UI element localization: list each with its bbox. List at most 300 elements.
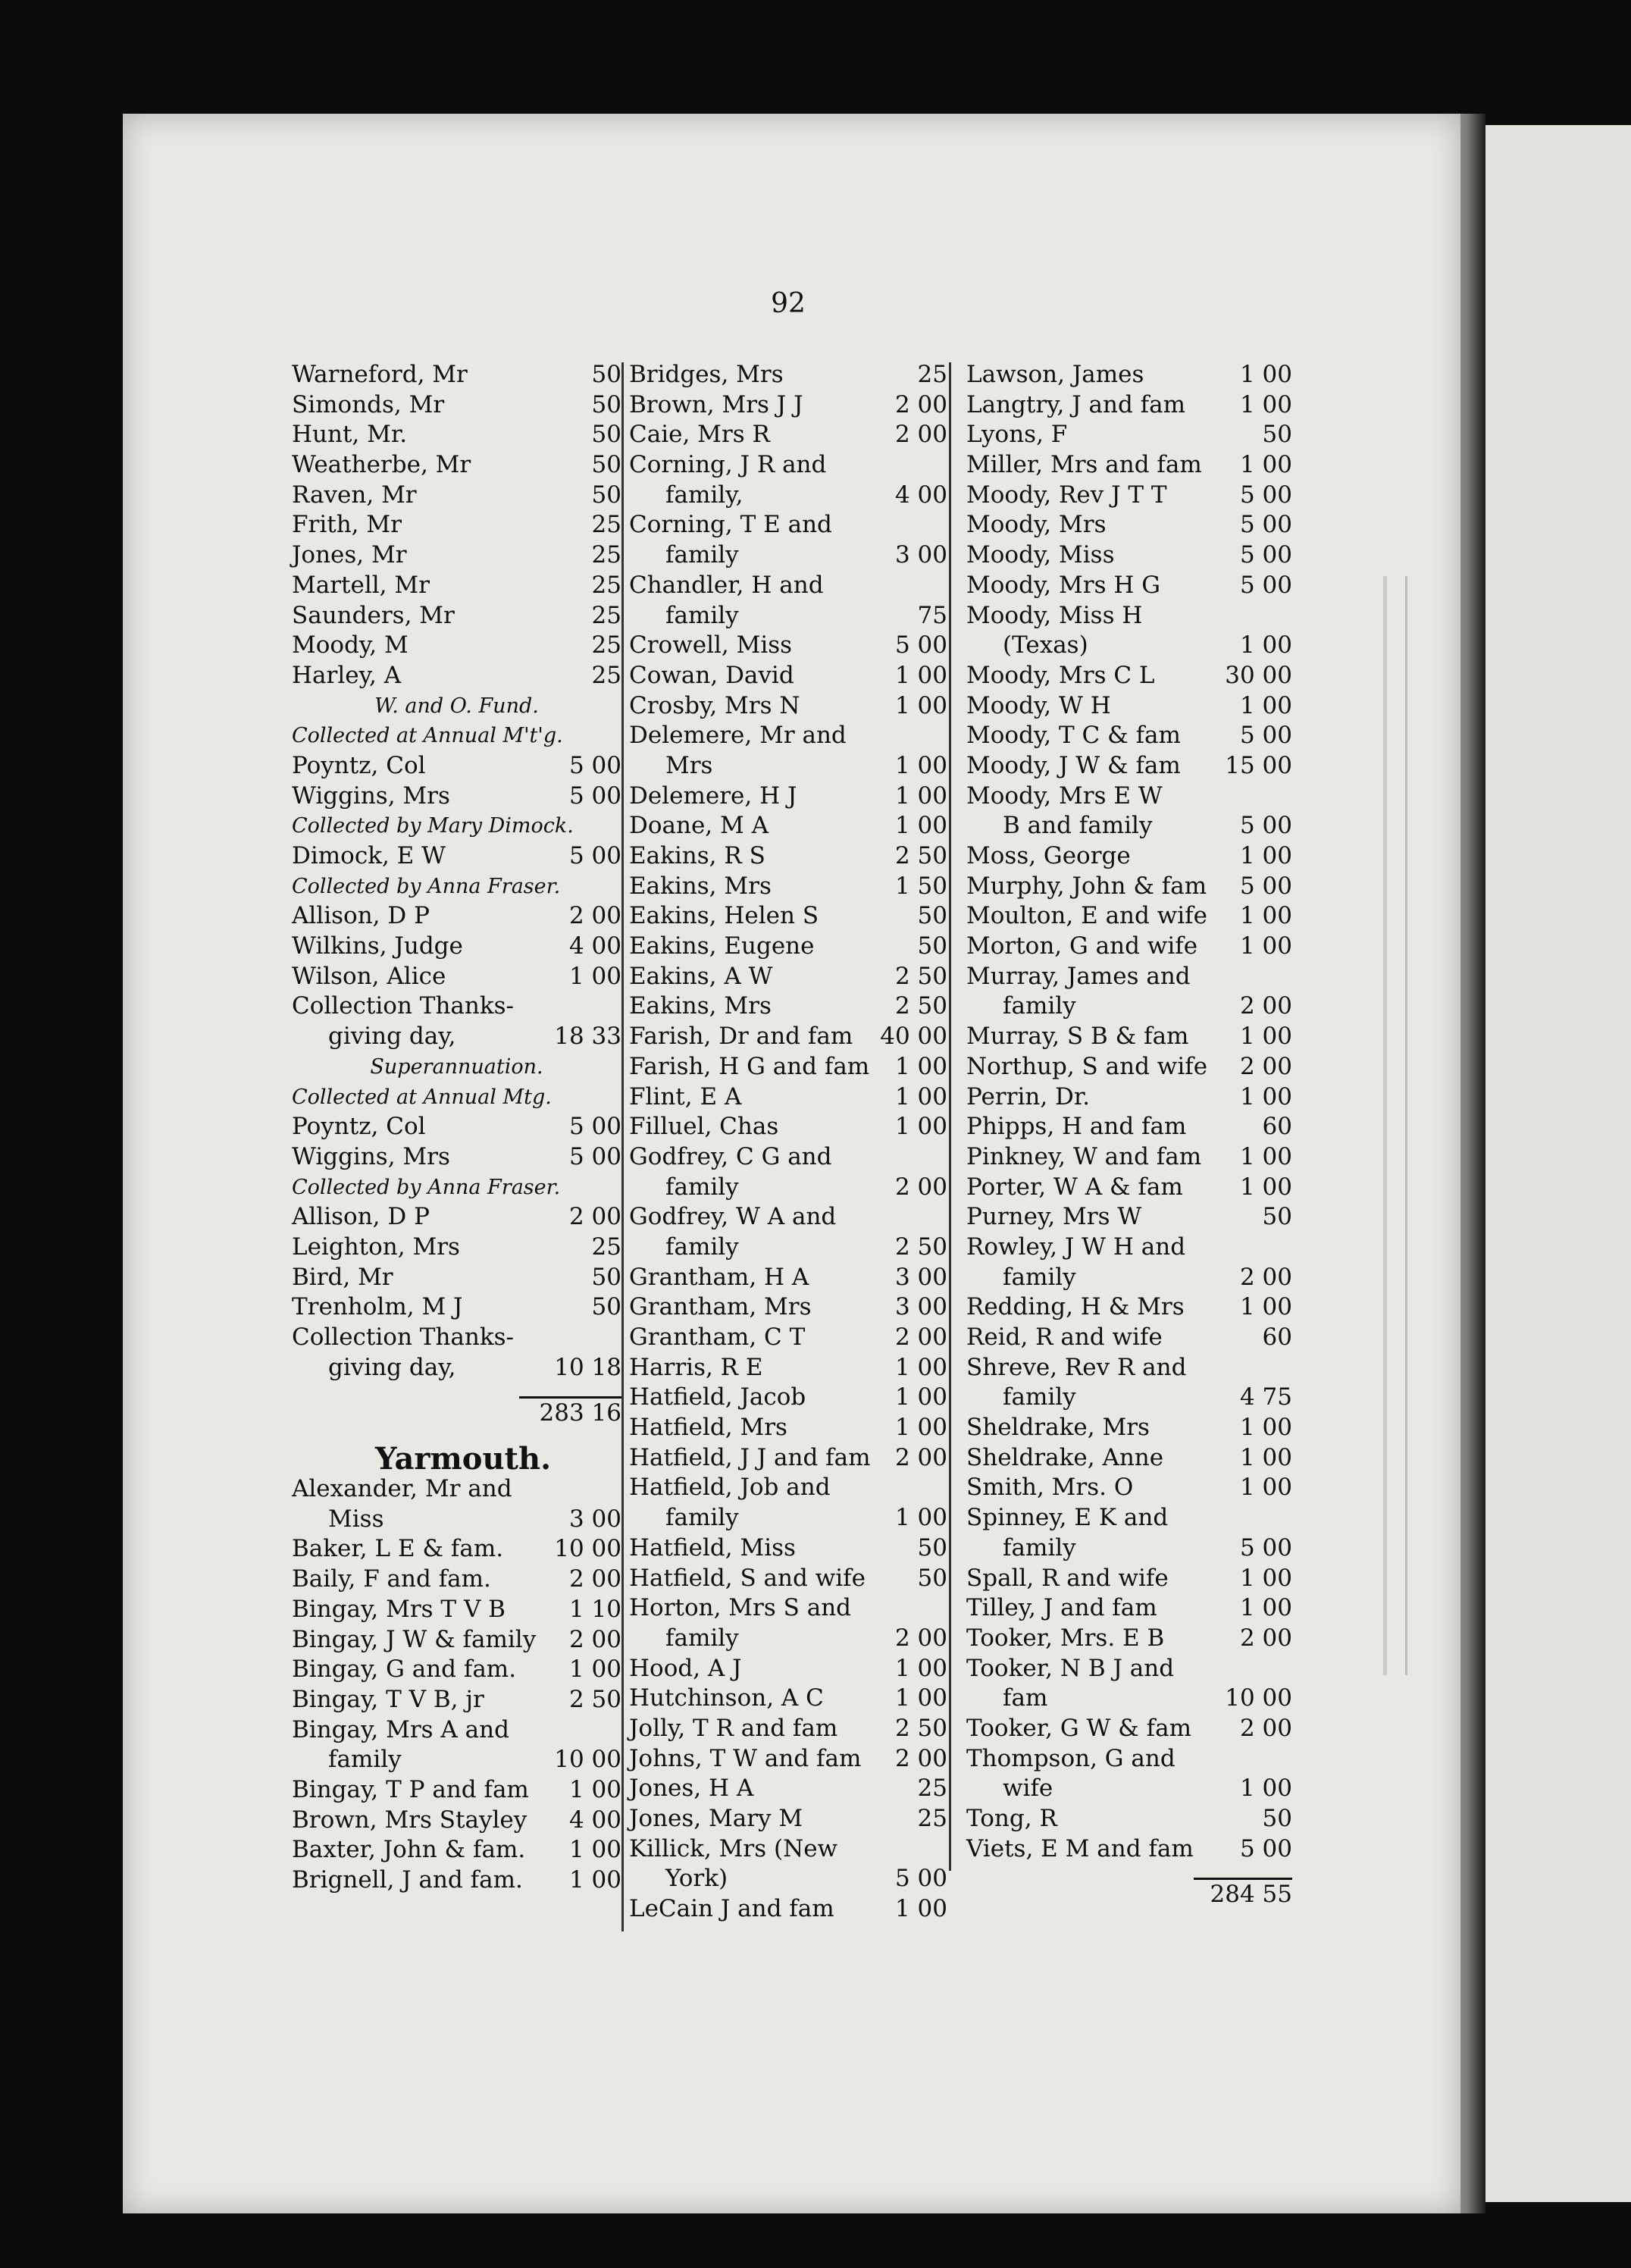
entry-name: Jones, H A xyxy=(629,1775,754,1803)
margin-binding-mark xyxy=(1383,576,1407,1675)
entry-amount: 2 00 xyxy=(894,421,947,449)
entry-amount: 1 00 xyxy=(894,751,947,779)
ledger-entry xyxy=(292,1715,621,1746)
entry-name: family xyxy=(665,1173,739,1201)
entry-amount: 4 00 xyxy=(568,932,621,960)
entry-name: Bird, Mr xyxy=(292,1263,393,1291)
entry-amount: 50 xyxy=(917,932,947,960)
ledger-entry xyxy=(966,782,1292,812)
ledger-entry xyxy=(292,1052,621,1082)
ledger-entry xyxy=(966,420,1292,450)
entry-name: family xyxy=(328,1746,402,1774)
ledger-entry xyxy=(292,1505,621,1535)
ledger-entry xyxy=(966,1564,1292,1594)
ledger-entry xyxy=(629,1052,947,1082)
entry-name: Spall, R and wife xyxy=(966,1564,1169,1592)
entry-name: Saunders, Mr xyxy=(292,601,455,629)
entry-amount: 1 00 xyxy=(894,1684,947,1712)
ledger-entry xyxy=(292,1534,621,1565)
ledger-entry xyxy=(966,1804,1292,1834)
ledger-entry xyxy=(966,1263,1292,1293)
entry-amount: 1 00 xyxy=(1239,1414,1292,1442)
ledger-entry xyxy=(629,782,947,812)
entry-name: Lawson, James xyxy=(966,361,1144,388)
entry-name: Collection Thanks- xyxy=(292,1324,515,1351)
entry-amount: 25 xyxy=(591,1233,621,1261)
entry-amount: 25 xyxy=(591,661,621,689)
entry-name: Wiggins, Mrs xyxy=(292,1142,450,1170)
ledger-entry xyxy=(629,571,947,601)
entry-name: Hunt, Mr. xyxy=(292,421,408,449)
entry-amount: 1 00 xyxy=(1239,932,1292,960)
entry-name: Wiggins, Mrs xyxy=(292,782,450,810)
total-spacer xyxy=(292,1383,621,1396)
entry-name: York) xyxy=(665,1865,728,1893)
entry-amount: 3 00 xyxy=(568,1505,621,1533)
entry-name: giving day, xyxy=(328,1023,456,1051)
entry-name: Wilkins, Judge xyxy=(292,932,463,960)
adjacent-page xyxy=(1478,125,1631,2202)
entry-name: Moody, Mrs H G xyxy=(966,571,1160,599)
ledger-entry xyxy=(966,450,1292,481)
ledger-entry xyxy=(629,1624,947,1654)
entry-name: Hatfield, Miss xyxy=(629,1533,796,1562)
ledger-entry xyxy=(966,721,1292,751)
ledger-entry xyxy=(966,1233,1292,1263)
ledger-entry xyxy=(629,1564,947,1594)
ledger-entry xyxy=(629,1173,947,1203)
entry-amount: 5 00 xyxy=(1239,481,1292,509)
entry-name: Moody, Miss xyxy=(966,541,1115,569)
entry-name: Delemere, Mr and xyxy=(629,722,847,750)
entry-name: Poyntz, Col xyxy=(292,1113,426,1141)
entry-name: Baxter, John & fam. xyxy=(292,1836,526,1864)
ledger-entry xyxy=(292,1745,621,1775)
entry-name: Viets, E M and fam xyxy=(966,1834,1194,1862)
ledger-entry xyxy=(629,1684,947,1714)
entry-name: family xyxy=(665,1504,739,1532)
ledger-entry xyxy=(629,1714,947,1744)
entry-name: Farish, Dr and fam xyxy=(629,1023,853,1051)
entry-amount: 1 00 xyxy=(894,1383,947,1411)
entry-amount: 4 75 xyxy=(1239,1383,1292,1411)
ledger-entry xyxy=(629,1353,947,1383)
entry-amount: 50 xyxy=(917,1533,947,1562)
entry-name: Collected by Anna Fraser. xyxy=(292,874,561,898)
entry-name: Smith, Mrs. O xyxy=(966,1474,1134,1502)
entry-amount: 1 00 xyxy=(894,782,947,810)
entry-name: Hatfield, Mrs xyxy=(629,1414,787,1442)
entry-name: Porter, W A & fam xyxy=(966,1173,1183,1201)
entry-amount: 1 10 xyxy=(568,1595,621,1623)
entry-name: Simonds, Mr xyxy=(292,390,445,418)
entry-name: Langtry, J and fam xyxy=(966,390,1186,418)
ledger-entry xyxy=(292,1323,621,1353)
entry-name: Corning, J R and xyxy=(629,451,827,479)
ledger-entry xyxy=(629,1473,947,1503)
entry-name: W. and O. Fund. xyxy=(374,694,539,718)
entry-amount: 2 00 xyxy=(1239,1263,1292,1291)
ledger-entry xyxy=(292,631,621,661)
ledger-entry xyxy=(629,1263,947,1293)
ledger-entry xyxy=(966,1744,1292,1775)
entry-amount: 1 00 xyxy=(1239,1173,1292,1201)
entry-name: Miller, Mrs and fam xyxy=(966,451,1202,479)
entry-amount: 1 00 xyxy=(1239,1142,1292,1170)
ledger-entry xyxy=(966,631,1292,661)
ledger-entry xyxy=(966,1473,1292,1503)
entry-amount: 1 00 xyxy=(894,1654,947,1682)
entry-amount: 1 00 xyxy=(894,661,947,689)
ledger-entry xyxy=(629,1142,947,1173)
entry-name: Moody, Rev J T T xyxy=(966,481,1167,509)
ledger-entry xyxy=(629,360,947,390)
ledger-entry xyxy=(966,1383,1292,1413)
entry-amount: 1 00 xyxy=(894,1504,947,1532)
ledger-entry xyxy=(292,1112,621,1142)
entry-name: Murphy, John & fam xyxy=(966,872,1207,900)
entry-name: Corning, T E and xyxy=(629,511,832,539)
entry-name: Jolly, T R and fam xyxy=(629,1714,838,1742)
ledger-entry xyxy=(292,1173,621,1203)
ledger-entry xyxy=(292,1685,621,1715)
entry-name: Poyntz, Col xyxy=(292,751,426,779)
entry-amount: 50 xyxy=(1262,1203,1292,1231)
ledger-entry xyxy=(966,1834,1292,1865)
ledger-entry xyxy=(966,872,1292,902)
ledger-entry xyxy=(292,1474,621,1505)
ledger-entry xyxy=(292,1353,621,1383)
ledger-entry xyxy=(292,360,621,390)
entry-amount: 10 00 xyxy=(554,1746,621,1774)
entry-amount: 5 00 xyxy=(894,631,947,659)
entry-amount: 60 xyxy=(1262,1324,1292,1351)
ledger-entry xyxy=(292,661,621,691)
entry-amount: 5 00 xyxy=(1239,1834,1292,1862)
entry-name: Perrin, Dr. xyxy=(966,1082,1091,1111)
entry-name: Hatfield, J J and fam xyxy=(629,1443,871,1471)
entry-amount: 2 50 xyxy=(894,1714,947,1742)
entry-name: Grantham, H A xyxy=(629,1263,809,1291)
entry-amount: 2 00 xyxy=(1239,1714,1292,1742)
ledger-entry xyxy=(629,872,947,902)
ledger-entry xyxy=(966,1142,1292,1173)
entry-name: Horton, Mrs S and xyxy=(629,1594,852,1622)
ledger-entry xyxy=(966,510,1292,540)
entry-name: Hutchinson, A C xyxy=(629,1684,824,1712)
entry-name: giving day, xyxy=(328,1353,456,1381)
ledger-entry xyxy=(292,1022,621,1052)
ledger-entry xyxy=(629,1894,947,1925)
entry-name: Hatfield, Jacob xyxy=(629,1383,806,1411)
entry-name: family xyxy=(1003,1263,1076,1291)
ledger-entry xyxy=(292,782,621,812)
entry-amount: 2 50 xyxy=(894,962,947,990)
entry-name: Wilson, Alice xyxy=(292,962,446,990)
entry-amount: 2 50 xyxy=(568,1685,621,1713)
ledger-entry xyxy=(629,1233,947,1263)
entry-amount: 4 00 xyxy=(894,481,947,509)
entry-name: Moody, Mrs C L xyxy=(966,661,1155,689)
entry-name: Chandler, H and xyxy=(629,571,824,599)
entry-amount: 1 00 xyxy=(568,962,621,990)
entry-name: LeCain J and fam xyxy=(629,1895,834,1923)
ledger-entry xyxy=(966,540,1292,571)
entry-name: (Texas) xyxy=(1003,631,1088,659)
ledger-entry xyxy=(292,1865,621,1896)
ledger-entry xyxy=(629,1804,947,1834)
entry-name: Cowan, David xyxy=(629,661,794,689)
entry-amount: 50 xyxy=(1262,1805,1292,1832)
entry-name: Dimock, E W xyxy=(292,842,446,869)
entry-amount: 1 00 xyxy=(1239,1474,1292,1502)
entry-amount: 2 00 xyxy=(568,1565,621,1593)
entry-name: Brown, Mrs J J xyxy=(629,390,803,418)
ledger-entry xyxy=(292,1595,621,1625)
entry-name: Yarmouth. xyxy=(375,1441,552,1477)
entry-amount: 10 00 xyxy=(554,1535,621,1563)
entry-name: Collected by Mary Dimock. xyxy=(292,814,574,838)
entry-amount: 25 xyxy=(917,361,947,388)
ledger-entry xyxy=(966,1533,1292,1564)
column-1 xyxy=(292,360,621,1896)
ledger-entry xyxy=(629,481,947,511)
ledger-entry xyxy=(292,481,621,511)
entry-name: Bingay, Mrs T V B xyxy=(292,1595,506,1623)
entry-amount: 2 00 xyxy=(894,1173,947,1201)
entry-name: Miss xyxy=(328,1505,384,1533)
entry-name: Redding, H & Mrs xyxy=(966,1293,1185,1321)
entry-name: Moss, George xyxy=(966,842,1131,869)
entry-name: Pinkney, W and fam xyxy=(966,1142,1202,1170)
entry-name: Northup, S and wife xyxy=(966,1052,1208,1080)
entry-name: Martell, Mr xyxy=(292,571,430,599)
ledger-entry xyxy=(629,991,947,1022)
column-2 xyxy=(629,360,947,1925)
ledger-entry xyxy=(292,1142,621,1173)
ledger-entry xyxy=(292,1835,621,1865)
ledger-entry xyxy=(292,1775,621,1806)
ledger-entry xyxy=(292,601,621,631)
ledger-entry xyxy=(966,481,1292,511)
entry-name: Morton, G and wife xyxy=(966,932,1198,960)
ledger-entry xyxy=(1194,1878,1292,1910)
entry-amount: 50 xyxy=(591,451,621,479)
ledger-entry xyxy=(966,1624,1292,1654)
ledger-entry xyxy=(966,390,1292,421)
entry-name: Collected at Annual Mtg. xyxy=(292,1085,552,1109)
entry-amount: 2 00 xyxy=(894,1624,947,1652)
entry-amount: 2 00 xyxy=(1239,992,1292,1020)
ledger-entry xyxy=(629,631,947,661)
entry-amount: 2 00 xyxy=(894,390,947,418)
ledger-entry xyxy=(629,1654,947,1684)
entry-amount: 5 00 xyxy=(1239,1533,1292,1562)
ledger-entry xyxy=(292,420,621,450)
entry-name: Jones, Mr xyxy=(292,541,407,569)
entry-name: Moody, W H xyxy=(966,691,1111,719)
entry-name: Eakins, A W xyxy=(629,962,773,990)
entry-name: Hood, A J xyxy=(629,1654,742,1682)
entry-amount: 1 00 xyxy=(1239,1082,1292,1111)
ledger-entry xyxy=(629,841,947,872)
ledger-entry xyxy=(629,1744,947,1775)
entry-name: Brown, Mrs Stayley xyxy=(292,1806,527,1834)
entry-name: Harley, A xyxy=(292,661,402,689)
entry-amount: 75 xyxy=(917,601,947,629)
ledger-entry xyxy=(966,962,1292,992)
page-number: 92 xyxy=(771,288,806,319)
entry-amount: 1 00 xyxy=(1239,691,1292,719)
ledger-entry xyxy=(966,901,1292,932)
entry-name: Phipps, H and fam xyxy=(966,1113,1187,1141)
entry-amount: 5 00 xyxy=(1239,541,1292,569)
entry-name: Grantham, Mrs xyxy=(629,1293,812,1321)
entry-amount: 50 xyxy=(917,902,947,930)
ledger-entry xyxy=(966,1082,1292,1113)
ledger-entry xyxy=(629,1443,947,1474)
ledger-entry xyxy=(292,1082,621,1113)
entry-amount: 1 00 xyxy=(568,1866,621,1894)
entry-amount: 5 00 xyxy=(1239,511,1292,539)
entry-amount: 3 00 xyxy=(894,1263,947,1291)
entry-amount: 40 00 xyxy=(880,1023,947,1051)
entry-amount: 2 00 xyxy=(1239,1624,1292,1652)
column-rule-1 xyxy=(621,362,624,1931)
ledger-entry xyxy=(629,540,947,571)
entry-name: Trenholm, M J xyxy=(292,1293,463,1321)
entry-amount: 5 00 xyxy=(1239,812,1292,840)
entry-name: Leighton, Mrs xyxy=(292,1233,460,1261)
entry-amount: 50 xyxy=(1262,421,1292,449)
entry-amount: 2 00 xyxy=(1239,1052,1292,1080)
ledger-entry xyxy=(629,721,947,751)
entry-name: Warneford, Mr xyxy=(292,361,468,388)
entry-amount: 1 00 xyxy=(568,1656,621,1684)
column-rule-2 xyxy=(949,362,951,1871)
ledger-entry xyxy=(629,901,947,932)
entry-name: Filluel, Chas xyxy=(629,1113,779,1141)
entry-amount: 5 00 xyxy=(568,782,621,810)
entry-name: Allison, D P xyxy=(292,1203,430,1231)
entry-name: Sheldrake, Anne xyxy=(966,1443,1164,1471)
entry-name: Delemere, H J xyxy=(629,782,797,810)
ledger-entry xyxy=(292,841,621,872)
entry-name: Shreve, Rev R and xyxy=(966,1353,1187,1381)
entry-amount: 1 00 xyxy=(1239,1775,1292,1803)
entry-amount: 5 00 xyxy=(1239,872,1292,900)
entry-name: Allison, D P xyxy=(292,902,430,930)
entry-name: Moody, Mrs xyxy=(966,511,1107,539)
ledger-entry xyxy=(966,991,1292,1022)
entry-name: family xyxy=(665,1624,739,1652)
entry-amount: 4 00 xyxy=(568,1806,621,1834)
ledger-entry xyxy=(629,1533,947,1564)
entry-name: Moody, Miss H xyxy=(966,601,1143,629)
ledger-entry xyxy=(519,1396,621,1429)
entry-name: family xyxy=(1003,992,1076,1020)
entry-amount: 1 00 xyxy=(568,1775,621,1803)
entry-amount: 2 00 xyxy=(568,1203,621,1231)
entry-name: Godfrey, W A and xyxy=(629,1203,837,1231)
entry-amount: 1 00 xyxy=(568,1836,621,1864)
entry-amount: 1 00 xyxy=(1239,1023,1292,1051)
ledger-entry xyxy=(629,1082,947,1113)
entry-name: Tooker, N B J and xyxy=(966,1654,1175,1682)
entry-amount: 1 00 xyxy=(1239,390,1292,418)
entry-name: Purney, Mrs W xyxy=(966,1203,1142,1231)
entry-name: Thompson, G and xyxy=(966,1744,1176,1772)
entry-name: Moulton, E and wife xyxy=(966,902,1207,930)
ledger-entry xyxy=(966,1112,1292,1142)
entry-amount: 50 xyxy=(591,421,621,449)
entry-amount: 50 xyxy=(591,1293,621,1321)
entry-name: Hatfield, S and wife xyxy=(629,1564,866,1592)
entry-name: Moody, T C & fam xyxy=(966,722,1181,750)
entry-name: Superannuation. xyxy=(370,1054,543,1079)
entry-name: Eakins, Mrs xyxy=(629,992,772,1020)
entry-amount: 1 00 xyxy=(894,1895,947,1923)
ledger-entry xyxy=(966,932,1292,962)
entry-amount: 25 xyxy=(591,541,621,569)
ledger-entry xyxy=(966,661,1292,691)
entry-name: Tilley, J and fam xyxy=(966,1594,1157,1622)
entry-name: Crosby, Mrs N xyxy=(629,691,800,719)
entry-amount: 1 00 xyxy=(1239,1443,1292,1471)
entry-name: Tong, R xyxy=(966,1805,1057,1832)
ledger-entry xyxy=(629,1864,947,1894)
entry-name: Baker, L E & fam. xyxy=(292,1535,504,1563)
entry-name: Caie, Mrs R xyxy=(629,421,770,449)
ledger-entry xyxy=(629,1503,947,1533)
entry-name: Collected at Annual M't'g. xyxy=(292,724,563,748)
entry-name: wife xyxy=(1003,1775,1053,1803)
entry-amount: 2 50 xyxy=(894,842,947,869)
entry-name: Jones, Mary M xyxy=(629,1805,803,1832)
entry-amount: 1 00 xyxy=(1239,902,1292,930)
ledger-entry xyxy=(966,571,1292,601)
ledger-entry xyxy=(629,1022,947,1052)
ledger-entry xyxy=(292,991,621,1022)
entry-name: family xyxy=(665,601,739,629)
entry-amount: 50 xyxy=(591,361,621,388)
entry-name: Harris, R E xyxy=(629,1353,763,1381)
entry-name: family xyxy=(665,1233,739,1261)
entry-name: family xyxy=(1003,1383,1076,1411)
ledger-entry xyxy=(629,1774,947,1804)
ledger-entry xyxy=(292,1565,621,1595)
entry-name: Eakins, Mrs xyxy=(629,872,772,900)
entry-amount: 5 00 xyxy=(568,1142,621,1170)
entry-name: Bingay, J W & family xyxy=(292,1625,537,1653)
entry-amount: 5 00 xyxy=(1239,571,1292,599)
ledger-entry xyxy=(292,540,621,571)
ledger-entry xyxy=(629,390,947,421)
ledger-entry xyxy=(292,901,621,932)
ledger-entry xyxy=(966,1774,1292,1804)
ledger-entry xyxy=(292,1806,621,1836)
entry-amount: 30 00 xyxy=(1225,661,1292,689)
entry-name: Weatherbe, Mr xyxy=(292,451,471,479)
ledger-entry xyxy=(966,1503,1292,1533)
ledger-entry xyxy=(966,1022,1292,1052)
entry-name: Bingay, T P and fam xyxy=(292,1775,529,1803)
ledger-entry xyxy=(629,1413,947,1443)
ledger-entry xyxy=(292,721,621,751)
entry-name: Hatfield, Job and xyxy=(629,1474,831,1502)
entry-name: Moody, M xyxy=(292,631,409,659)
entry-name: family, xyxy=(665,481,743,509)
